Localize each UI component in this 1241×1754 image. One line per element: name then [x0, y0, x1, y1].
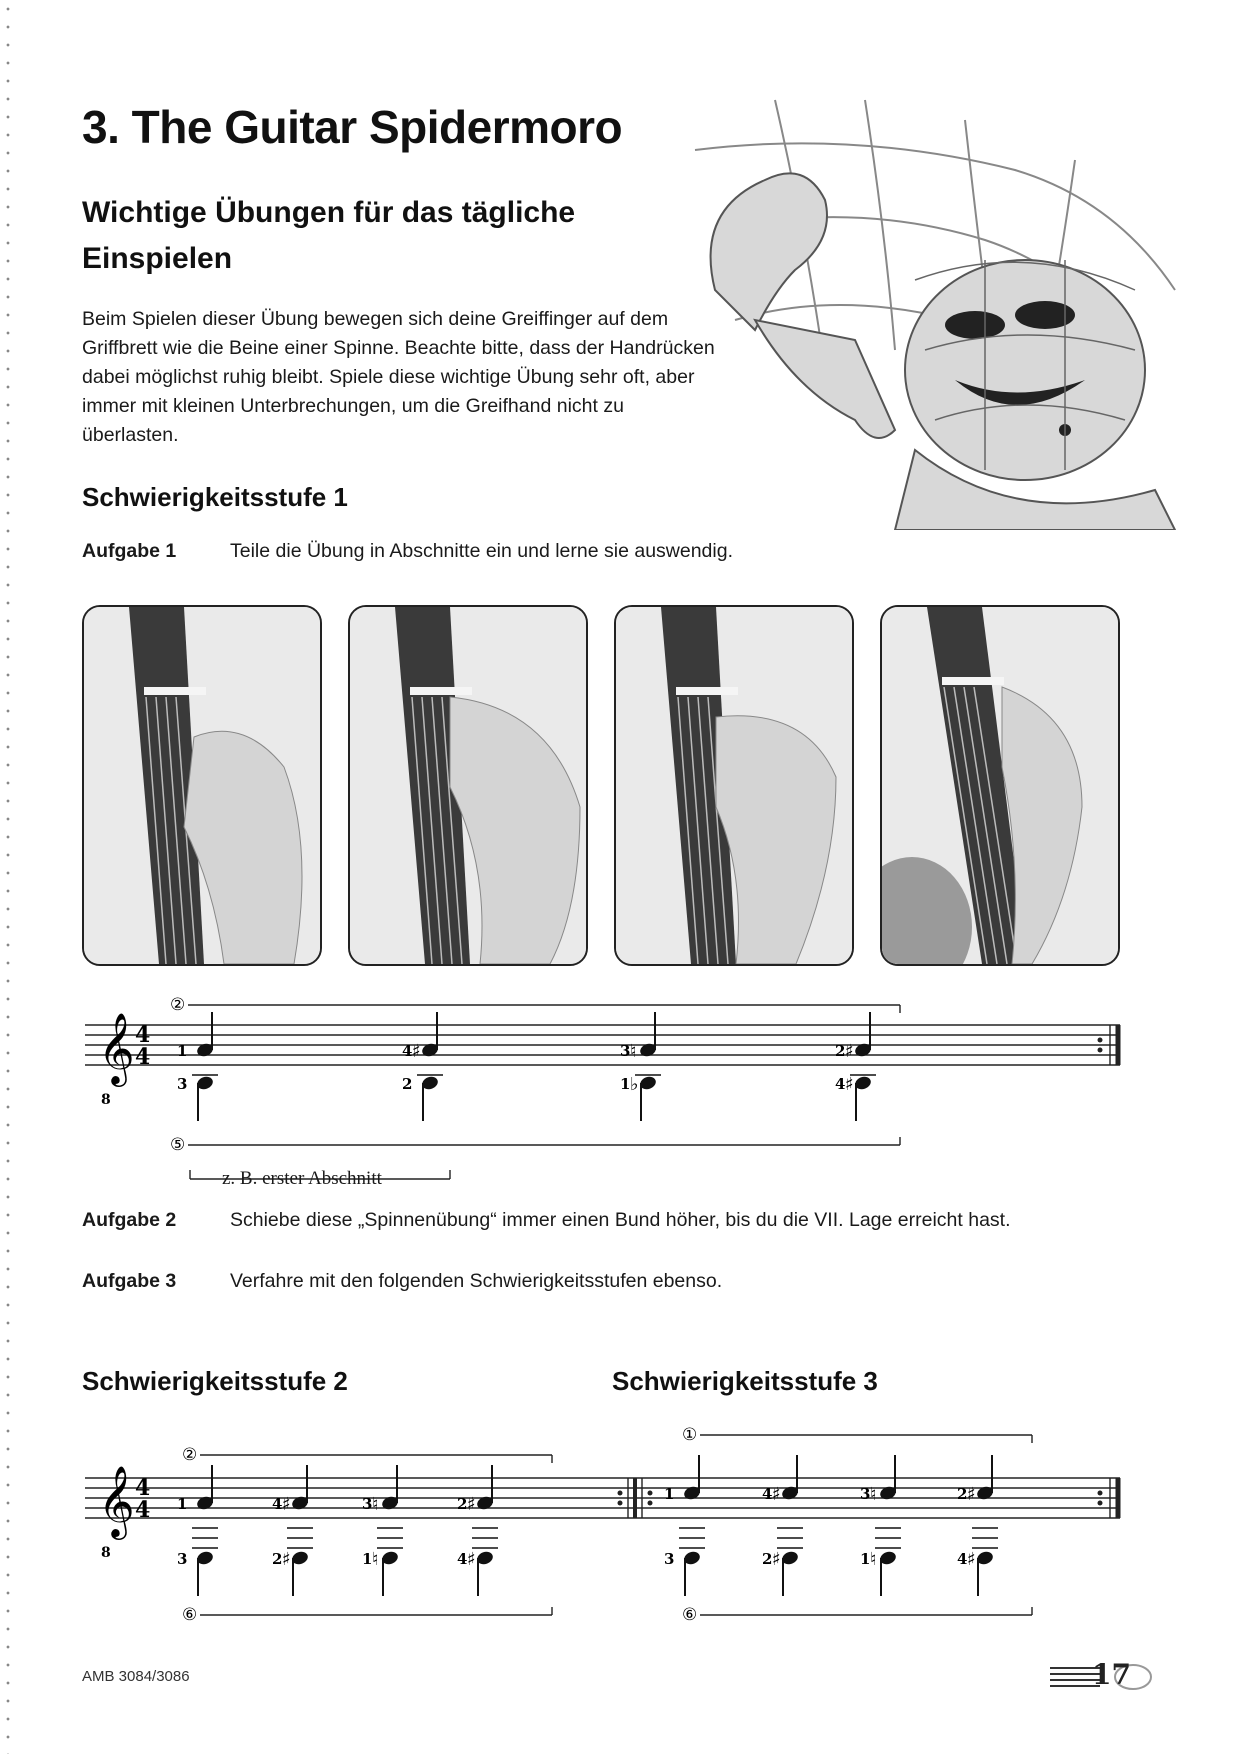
- time-signature-top: 4: [135, 1475, 151, 1501]
- task-2-text: Schiebe diese „Spinnenübung“ immer einen Bund höher, bis du die VII. Lage erreicht hast.: [230, 1209, 1011, 1231]
- lower-accidental: ♮: [372, 1549, 379, 1570]
- time-signature-bottom: 4: [135, 1497, 151, 1523]
- lower-accidental: ♯: [772, 1549, 781, 1570]
- upper-finger-number: 2: [957, 1485, 968, 1503]
- treble-clef-icon: 𝄞: [98, 1011, 135, 1084]
- spider-illustration: [655, 90, 1195, 530]
- lower-accidental: ♯: [282, 1549, 291, 1570]
- upper-finger-number: 2: [457, 1495, 468, 1513]
- page-subtitle: Wichtige Übungen für das tägliche Einspielen: [82, 196, 576, 275]
- upper-accidental: ♯: [845, 1041, 854, 1062]
- upper-finger-number: 1: [177, 1495, 188, 1513]
- notation-exercise-2-3: [80, 1415, 1140, 1655]
- lower-finger-number: 3: [177, 1075, 188, 1093]
- photo-hand-position-2: [348, 605, 588, 966]
- exercise-1-caption: z. B. erster Abschnitt: [222, 1168, 382, 1189]
- page-number: 17: [1092, 1658, 1131, 1691]
- lower-accidental: ♯: [845, 1074, 854, 1095]
- lower-finger-number: 3: [177, 1550, 188, 1568]
- string-marker-top: ②: [170, 995, 186, 1014]
- task-3-label: Aufgabe 3: [82, 1270, 177, 1292]
- upper-finger-number: 3: [362, 1495, 373, 1513]
- lower-accidental: ♯: [467, 1549, 476, 1570]
- task-1-text: Teile die Übung in Abschnitte ein und lerne sie auswendig.: [230, 540, 734, 562]
- upper-finger-number: 2: [835, 1042, 846, 1060]
- string-marker-bottom: ⑤: [170, 1135, 186, 1154]
- task-3-text: Verfahre mit den folgenden Schwierigkeitsstufen ebenso.: [230, 1270, 723, 1292]
- footer-catalog-code: AMB 3084/3086: [82, 1668, 190, 1685]
- upper-finger-number: 3: [860, 1485, 871, 1503]
- upper-accidental: ♯: [467, 1494, 476, 1515]
- photo-hand-position-4: [880, 605, 1120, 966]
- clef-octave: 8: [101, 1545, 111, 1561]
- upper-accidental: ♮: [372, 1494, 379, 1515]
- page-title: 3. The Guitar Spidermoro: [82, 101, 623, 153]
- lower-finger-number: 4: [957, 1550, 968, 1568]
- lower-finger-number: 4: [457, 1550, 468, 1568]
- upper-accidental: ♮: [870, 1484, 877, 1505]
- string-marker-bottom: ⑥: [682, 1605, 698, 1624]
- intro-paragraph: Beim Spielen dieser Übung bewegen sich deine Greiffinger auf dem Griffbrett wie die Beine einer Spinne. Beachte bitte, dass der Handrücken dabei möglichst ruhig bleibt. Spiele diese wichtige Übung sehr oft, aber immer mit kleinen Unterbrechungen, um die Greifhand nicht zu überlasten.: [82, 308, 715, 446]
- lower-accidental: ♮: [870, 1549, 877, 1570]
- treble-clef-icon: 𝄞: [98, 1464, 135, 1537]
- upper-accidental: ♯: [282, 1494, 291, 1515]
- lower-finger-number: 2: [402, 1075, 413, 1093]
- lower-finger-number: 4: [835, 1075, 846, 1093]
- lower-accidental: ♭: [630, 1074, 639, 1095]
- lower-accidental: ♯: [967, 1549, 976, 1570]
- upper-finger-number: 4: [272, 1495, 283, 1513]
- lower-finger-number: 1: [860, 1550, 871, 1568]
- task-2-label: Aufgabe 2: [82, 1209, 177, 1231]
- lower-finger-number: 2: [272, 1550, 283, 1568]
- lower-finger-number: 1: [620, 1075, 631, 1093]
- upper-accidental: ♯: [772, 1484, 781, 1505]
- string-marker-top: ①: [682, 1425, 698, 1444]
- upper-finger-number: 1: [664, 1485, 675, 1503]
- clef-octave: 8: [101, 1092, 111, 1108]
- lower-finger-number: 3: [664, 1550, 675, 1568]
- level-1-heading: Schwierigkeitsstufe 1: [82, 482, 348, 512]
- upper-finger-number: 4: [402, 1042, 413, 1060]
- photo-hand-position-1: [82, 605, 322, 966]
- level-3-heading: Schwierigkeitsstufe 3: [612, 1366, 878, 1396]
- string-marker-bottom: ⑥: [182, 1605, 198, 1624]
- upper-accidental: ♯: [412, 1041, 421, 1062]
- level-2-heading: Schwierigkeitsstufe 2: [82, 1366, 348, 1396]
- perforation-edge: [6, 0, 10, 1754]
- notation-exercise-1: [80, 985, 1140, 1180]
- upper-accidental: ♮: [630, 1041, 637, 1062]
- lower-finger-number: 2: [762, 1550, 773, 1568]
- upper-finger-number: 3: [620, 1042, 631, 1060]
- time-signature-bottom: 4: [135, 1044, 151, 1070]
- upper-accidental: ♯: [967, 1484, 976, 1505]
- upper-finger-number: 4: [762, 1485, 773, 1503]
- task-1-label: Aufgabe 1: [82, 540, 177, 562]
- photo-hand-position-3: [614, 605, 854, 966]
- lower-finger-number: 1: [362, 1550, 373, 1568]
- string-marker-top: ②: [182, 1445, 198, 1464]
- upper-finger-number: 1: [177, 1042, 188, 1060]
- time-signature-top: 4: [135, 1022, 151, 1048]
